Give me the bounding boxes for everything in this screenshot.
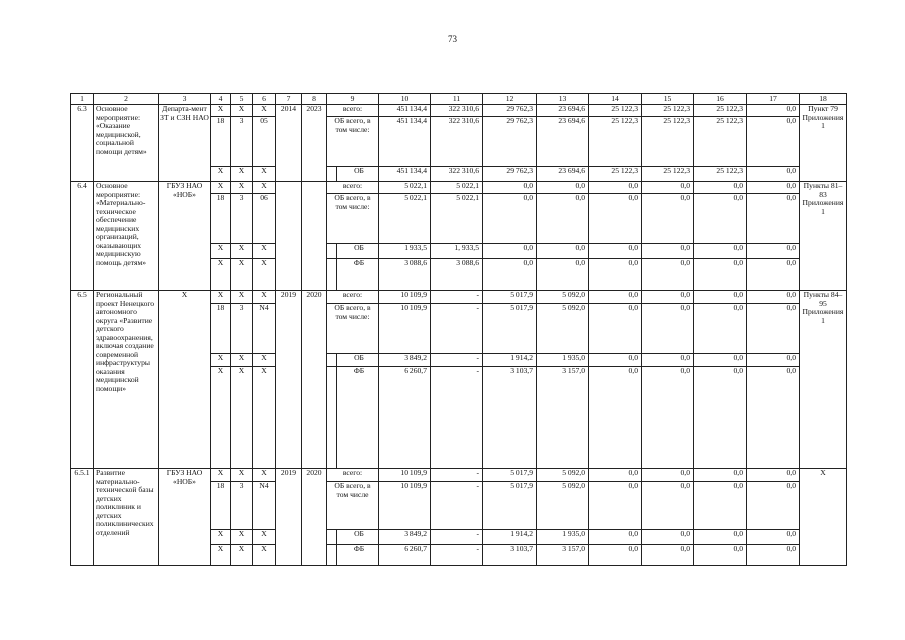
- code-cell: Х: [211, 545, 231, 566]
- value-cell: 0,0: [747, 530, 800, 545]
- value-cell: -: [431, 469, 483, 482]
- value-cell: 0,0: [483, 194, 537, 244]
- value-cell: 0,0: [642, 194, 694, 244]
- year-start: 2014: [276, 105, 302, 182]
- value-cell: 0,0: [642, 367, 694, 469]
- funding-source: ОБ: [327, 530, 379, 545]
- value-cell: 0,0: [483, 244, 537, 259]
- column-header: 4: [211, 94, 231, 105]
- value-cell: 23 694,6: [537, 105, 589, 117]
- section-number: 6.3: [71, 105, 94, 182]
- code-cell: Х: [211, 259, 231, 291]
- code-cell: Х: [231, 291, 253, 304]
- value-cell: 5 022,1: [379, 194, 431, 244]
- value-cell: 0,0: [694, 469, 747, 482]
- funding-source: всего:: [327, 182, 379, 194]
- code-cell: Х: [231, 182, 253, 194]
- value-cell: -: [431, 354, 483, 367]
- value-cell: 322 310,6: [431, 105, 483, 117]
- value-cell: 0,0: [694, 304, 747, 354]
- note-cell: Х: [800, 469, 847, 566]
- value-cell: 0,0: [537, 194, 589, 244]
- value-cell: 322 310,6: [431, 167, 483, 182]
- value-cell: 0,0: [483, 259, 537, 291]
- year-start: [276, 182, 302, 291]
- value-cell: -: [431, 291, 483, 304]
- value-cell: 451 134,4: [379, 105, 431, 117]
- year-end: 2020: [302, 291, 327, 469]
- value-cell: 3 103,7: [483, 545, 537, 566]
- value-cell: 0,0: [589, 530, 642, 545]
- column-header: 16: [694, 94, 747, 105]
- value-cell: 0,0: [537, 182, 589, 194]
- value-cell: 10 109,9: [379, 291, 431, 304]
- value-cell: 0,0: [642, 244, 694, 259]
- code-cell: Х: [231, 167, 253, 182]
- value-cell: 3 157,0: [537, 545, 589, 566]
- value-cell: 29 762,3: [483, 167, 537, 182]
- code-cell: 3: [231, 304, 253, 354]
- funding-source: ОБ всего, в том числе:: [327, 117, 379, 167]
- value-cell: 5 092,0: [537, 304, 589, 354]
- value-cell: 0,0: [589, 354, 642, 367]
- value-cell: -: [431, 545, 483, 566]
- table-row: [71, 105, 847, 117]
- value-cell: 0,0: [694, 482, 747, 530]
- value-cell: 3 849,2: [379, 530, 431, 545]
- code-cell: Х: [253, 354, 276, 367]
- value-cell: 25 122,3: [589, 167, 642, 182]
- table-row: [71, 469, 847, 482]
- code-cell: Х: [253, 367, 276, 469]
- code-cell: 18: [211, 117, 231, 167]
- value-cell: 0,0: [747, 354, 800, 367]
- value-cell: 0,0: [747, 244, 800, 259]
- column-header: 9: [327, 94, 379, 105]
- value-cell: 0,0: [589, 469, 642, 482]
- value-cell: 5 017,9: [483, 291, 537, 304]
- column-header: 17: [747, 94, 800, 105]
- code-cell: Х: [211, 244, 231, 259]
- column-header: 1: [71, 94, 94, 105]
- section-number: 6.5: [71, 291, 94, 469]
- value-cell: 6 260,7: [379, 367, 431, 469]
- value-cell: 10 109,9: [379, 304, 431, 354]
- code-cell: 06: [253, 194, 276, 244]
- code-cell: Х: [231, 105, 253, 117]
- note-cell: Пункты 84–95 Приложения 1: [800, 291, 847, 469]
- value-cell: 23 694,6: [537, 167, 589, 182]
- budget-table: [70, 93, 847, 566]
- value-cell: 0,0: [589, 304, 642, 354]
- activity-name: Основное мероприятие: «Оказание медицинской, социальной помощи детям»: [94, 105, 159, 182]
- value-cell: 1 914,2: [483, 530, 537, 545]
- column-header: 7: [276, 94, 302, 105]
- funding-source: ОБ всего, в том числе:: [327, 194, 379, 244]
- value-cell: 25 122,3: [642, 105, 694, 117]
- value-cell: 0,0: [642, 469, 694, 482]
- value-cell: 25 122,3: [694, 117, 747, 167]
- value-cell: 0,0: [694, 259, 747, 291]
- value-cell: 0,0: [589, 482, 642, 530]
- code-cell: Х: [253, 167, 276, 182]
- value-cell: 25 122,3: [694, 167, 747, 182]
- executor: ГБУЗ НАО «НОБ»: [159, 469, 211, 566]
- code-cell: Х: [231, 354, 253, 367]
- code-cell: Х: [231, 244, 253, 259]
- code-cell: Х: [231, 530, 253, 545]
- value-cell: 0,0: [747, 182, 800, 194]
- value-cell: 25 122,3: [694, 105, 747, 117]
- value-cell: 0,0: [694, 545, 747, 566]
- code-cell: 3: [231, 482, 253, 530]
- column-header: 5: [231, 94, 253, 105]
- value-cell: 0,0: [589, 244, 642, 259]
- funding-source: ОБ всего, в том числе:: [327, 304, 379, 354]
- code-cell: Х: [211, 367, 231, 469]
- value-cell: 5 017,9: [483, 482, 537, 530]
- value-cell: 0,0: [537, 244, 589, 259]
- value-cell: 10 109,9: [379, 469, 431, 482]
- funding-source: всего:: [327, 291, 379, 304]
- column-header: 12: [483, 94, 537, 105]
- code-cell: 3: [231, 194, 253, 244]
- code-cell: 3: [231, 117, 253, 167]
- value-cell: 0,0: [694, 530, 747, 545]
- value-cell: 0,0: [747, 259, 800, 291]
- value-cell: 1 914,2: [483, 354, 537, 367]
- value-cell: -: [431, 482, 483, 530]
- value-cell: 23 694,6: [537, 117, 589, 167]
- year-start: 2019: [276, 291, 302, 469]
- value-cell: 0,0: [747, 194, 800, 244]
- activity-name: Развитие материально-технической базы детских поликлиник и детских поликлинических отделений: [94, 469, 159, 566]
- note-cell: Пункт 79 Приложения 1: [800, 105, 847, 182]
- value-cell: 25 122,3: [642, 117, 694, 167]
- value-cell: 29 762,3: [483, 117, 537, 167]
- code-cell: Х: [211, 530, 231, 545]
- value-cell: 0,0: [483, 182, 537, 194]
- page-number: 73: [448, 34, 457, 44]
- column-header: 2: [94, 94, 159, 105]
- value-cell: 0,0: [747, 367, 800, 469]
- value-cell: 0,0: [694, 244, 747, 259]
- section-number: 6.5.1: [71, 469, 94, 566]
- value-cell: 3 088,6: [431, 259, 483, 291]
- column-header: 14: [589, 94, 642, 105]
- column-header: 3: [159, 94, 211, 105]
- value-cell: 0,0: [537, 259, 589, 291]
- value-cell: 0,0: [642, 354, 694, 367]
- value-cell: 3 088,6: [379, 259, 431, 291]
- funding-source: ОБ всего, в том числе: [327, 482, 379, 530]
- value-cell: 3 103,7: [483, 367, 537, 469]
- value-cell: 0,0: [642, 530, 694, 545]
- value-cell: 5 092,0: [537, 469, 589, 482]
- code-cell: Х: [253, 545, 276, 566]
- value-cell: 5 022,1: [379, 182, 431, 194]
- value-cell: 5 022,1: [431, 194, 483, 244]
- code-cell: Х: [253, 182, 276, 194]
- value-cell: 0,0: [694, 291, 747, 304]
- value-cell: 0,0: [747, 469, 800, 482]
- column-header: 6: [253, 94, 276, 105]
- value-cell: 0,0: [642, 304, 694, 354]
- value-cell: 6 260,7: [379, 545, 431, 566]
- value-cell: 0,0: [747, 545, 800, 566]
- code-cell: Х: [231, 367, 253, 469]
- value-cell: 322 310,6: [431, 117, 483, 167]
- funding-source: ФБ: [327, 259, 379, 291]
- code-cell: Х: [253, 259, 276, 291]
- value-cell: 3 849,2: [379, 354, 431, 367]
- funding-source: ОБ: [327, 244, 379, 259]
- column-header: 10: [379, 94, 431, 105]
- executor: ГБУЗ НАО «НОБ»: [159, 182, 211, 291]
- value-cell: 25 122,3: [642, 167, 694, 182]
- value-cell: 1, 933,5: [431, 244, 483, 259]
- value-cell: 1 935,0: [537, 354, 589, 367]
- value-cell: 0,0: [747, 167, 800, 182]
- value-cell: 25 122,3: [589, 105, 642, 117]
- activity-name: Основное мероприятие: «Материально-техническое обеспечение медицинских организаций, оказывающих медицинскую помощь детям»: [94, 182, 159, 291]
- code-cell: N4: [253, 482, 276, 530]
- value-cell: 0,0: [589, 259, 642, 291]
- section-number: 6.4: [71, 182, 94, 291]
- code-cell: Х: [211, 167, 231, 182]
- funding-source: ОБ: [327, 354, 379, 367]
- value-cell: 1 933,5: [379, 244, 431, 259]
- code-cell: Х: [211, 182, 231, 194]
- value-cell: 0,0: [694, 354, 747, 367]
- value-cell: 5 017,9: [483, 469, 537, 482]
- code-cell: 18: [211, 194, 231, 244]
- code-cell: Х: [231, 259, 253, 291]
- value-cell: 10 109,9: [379, 482, 431, 530]
- value-cell: 0,0: [642, 291, 694, 304]
- value-cell: 0,0: [747, 117, 800, 167]
- code-cell: N4: [253, 304, 276, 354]
- code-cell: Х: [211, 291, 231, 304]
- column-header: 18: [800, 94, 847, 105]
- value-cell: 25 122,3: [589, 117, 642, 167]
- year-end: 2023: [302, 105, 327, 182]
- value-cell: 0,0: [747, 304, 800, 354]
- code-cell: Х: [253, 291, 276, 304]
- value-cell: 0,0: [642, 482, 694, 530]
- value-cell: 0,0: [747, 291, 800, 304]
- value-cell: -: [431, 367, 483, 469]
- note-cell: Пункты 81–83 Приложения 1: [800, 182, 847, 291]
- table-row: [71, 182, 847, 194]
- value-cell: -: [431, 304, 483, 354]
- table-row: [71, 291, 847, 304]
- code-cell: Х: [253, 105, 276, 117]
- column-header: 11: [431, 94, 483, 105]
- value-cell: 0,0: [694, 367, 747, 469]
- value-cell: 5 022,1: [431, 182, 483, 194]
- code-cell: 05: [253, 117, 276, 167]
- code-cell: Х: [231, 545, 253, 566]
- executor: Департа-мент ЗТ и СЗН НАО: [159, 105, 211, 182]
- activity-name: Региональный проект Ненецкого автономного округа «Развитие детского здравоохранения, включая создание современной инфраструктуры оказания медицинской помощи»: [94, 291, 159, 469]
- value-cell: 1 935,0: [537, 530, 589, 545]
- code-cell: Х: [211, 354, 231, 367]
- value-cell: 451 134,4: [379, 117, 431, 167]
- code-cell: Х: [253, 244, 276, 259]
- value-cell: 29 762,3: [483, 105, 537, 117]
- value-cell: 0,0: [642, 259, 694, 291]
- value-cell: 0,0: [747, 482, 800, 530]
- value-cell: 5 092,0: [537, 482, 589, 530]
- value-cell: 0,0: [694, 194, 747, 244]
- code-cell: Х: [253, 530, 276, 545]
- value-cell: 451 134,4: [379, 167, 431, 182]
- column-header: 13: [537, 94, 589, 105]
- code-cell: Х: [211, 469, 231, 482]
- funding-source: ОБ: [327, 167, 379, 182]
- year-end: [302, 182, 327, 291]
- executor: Х: [159, 291, 211, 469]
- funding-source: всего:: [327, 469, 379, 482]
- funding-source: всего:: [327, 105, 379, 117]
- column-header: 15: [642, 94, 694, 105]
- year-end: 2020: [302, 469, 327, 566]
- year-start: 2019: [276, 469, 302, 566]
- value-cell: 0,0: [642, 182, 694, 194]
- code-cell: Х: [231, 469, 253, 482]
- value-cell: -: [431, 530, 483, 545]
- value-cell: 0,0: [589, 182, 642, 194]
- value-cell: 0,0: [642, 545, 694, 566]
- value-cell: 5 017,9: [483, 304, 537, 354]
- code-cell: 18: [211, 304, 231, 354]
- value-cell: 0,0: [589, 367, 642, 469]
- value-cell: 0,0: [747, 105, 800, 117]
- value-cell: 0,0: [589, 545, 642, 566]
- code-cell: Х: [211, 105, 231, 117]
- column-header: 8: [302, 94, 327, 105]
- funding-source: ФБ: [327, 367, 379, 469]
- code-cell: 18: [211, 482, 231, 530]
- value-cell: 0,0: [589, 194, 642, 244]
- value-cell: 5 092,0: [537, 291, 589, 304]
- value-cell: 0,0: [589, 291, 642, 304]
- value-cell: 3 157,0: [537, 367, 589, 469]
- table-row: [71, 94, 847, 105]
- funding-source: ФБ: [327, 545, 379, 566]
- code-cell: Х: [253, 469, 276, 482]
- value-cell: 0,0: [694, 182, 747, 194]
